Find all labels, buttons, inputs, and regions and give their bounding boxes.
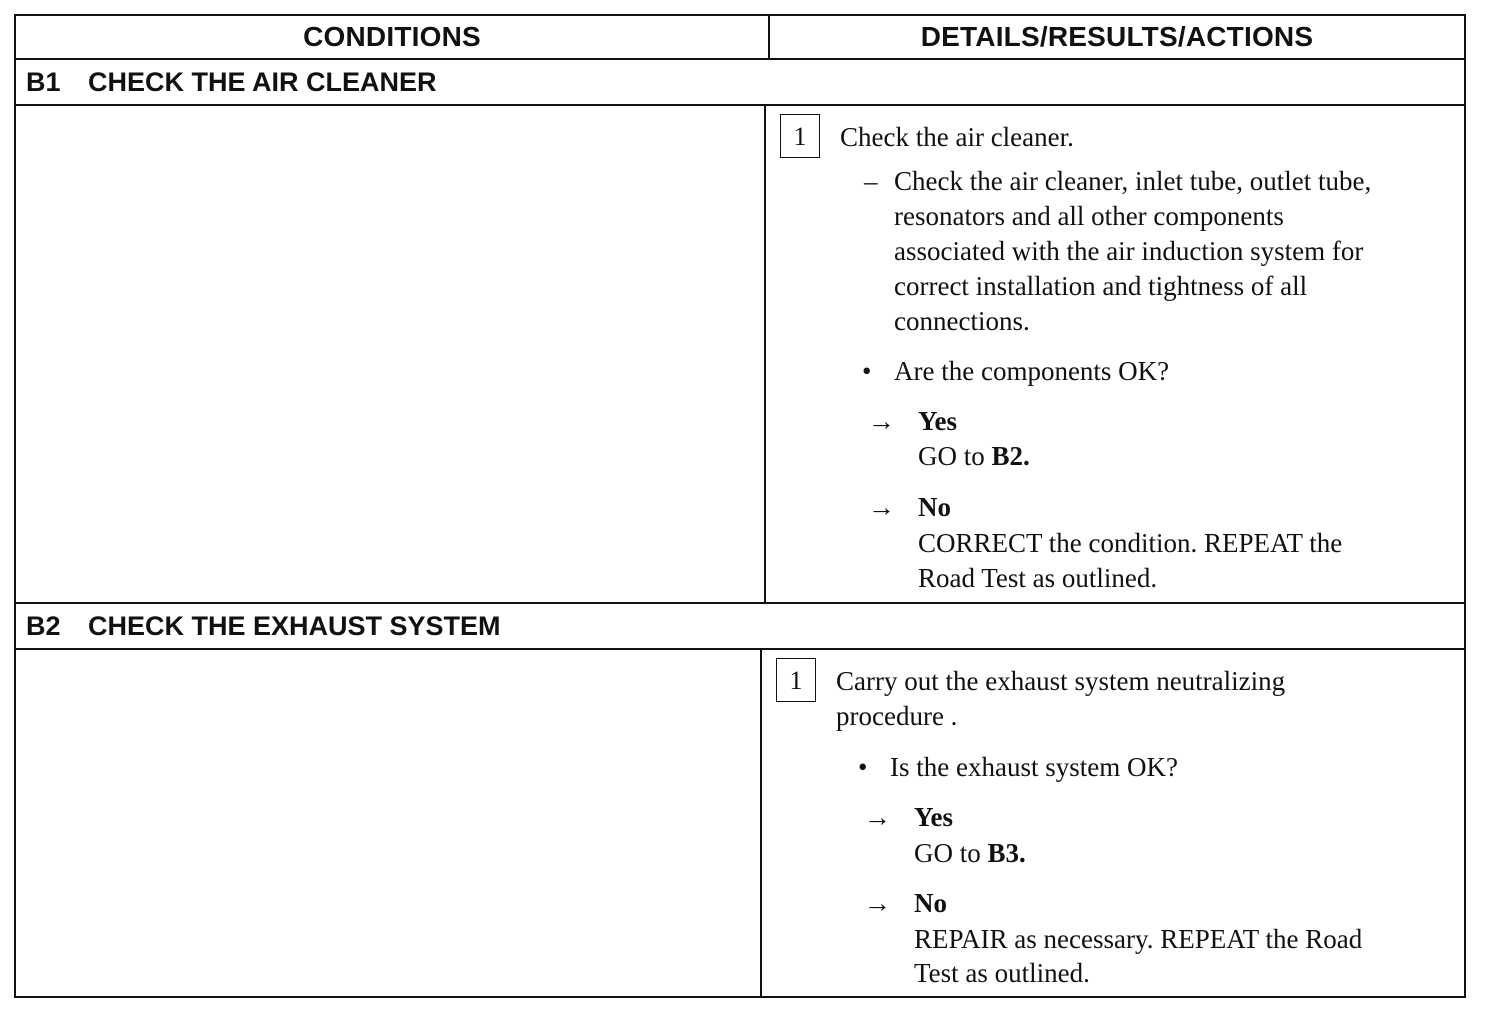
arrow-right-icon: → (868, 406, 895, 436)
step-b2-yes-label: Yes (914, 802, 953, 832)
step-b1-title-row (16, 60, 1464, 106)
arrow-right-icon: → (868, 492, 895, 522)
bullet-icon: • (858, 752, 868, 782)
step-b1-no-action-line: Road Test as outlined. (918, 563, 1158, 593)
step-b2-instruction-line: Carry out the exhaust system neutralizing (836, 666, 1286, 696)
step-b2-no-action-line: REPAIR as necessary. REPEAT the Road (914, 924, 1363, 954)
step-b1-number-box: 1 (780, 114, 820, 158)
step-b2-number-box: 1 (776, 658, 816, 702)
step-b2-body (16, 650, 1464, 996)
step-b1-instruction: Check the air cleaner. (840, 122, 1074, 152)
step-b2-yes-action (914, 836, 1026, 871)
step-b1-no-label: No (918, 492, 951, 522)
step-b2-no-label: No (914, 888, 947, 918)
step-b2-question: Is the exhaust system OK? (890, 752, 1178, 782)
arrow-right-icon: → (864, 802, 891, 832)
step-b2-yes-prefix: GO to (914, 838, 988, 868)
step-b1-dash-line: correct installation and tightness of all (894, 271, 1308, 301)
table-header (16, 16, 1464, 60)
step-b1-no-action-line: CORRECT the condition. REPEAT the (918, 528, 1343, 558)
bullet-icon: • (862, 356, 872, 386)
step-b2-conditions-cell (16, 650, 762, 996)
conditions-heading: CONDITIONS (16, 16, 770, 58)
step-b1-dash-line: associated with the air induction system for (894, 236, 1364, 266)
step-b2-instruction-line: procedure . (836, 701, 958, 731)
step-b1-dash-line: connections. (894, 306, 1030, 336)
arrow-right-icon: → (864, 888, 891, 918)
step-b1-question: Are the components OK? (894, 356, 1170, 386)
step-b1-yes-target: B2. (991, 441, 1030, 471)
step-b1-yes-label: Yes (918, 406, 957, 436)
diagnostic-table (14, 14, 1466, 998)
dash-icon: – (864, 166, 878, 196)
step-b1-yes-prefix: GO to (918, 441, 992, 471)
step-b2-title: CHECK THE EXHAUST SYSTEM (88, 610, 501, 641)
step-b2-actions-cell (762, 650, 1464, 996)
step-b1-dash-line: Check the air cleaner, inlet tube, outlet tube, (894, 166, 1372, 196)
step-b1-conditions-cell (16, 106, 766, 602)
step-b1-title: CHECK THE AIR CLEANER (88, 66, 437, 97)
step-b2-title-row (16, 604, 1464, 650)
step-b1-yes-action (918, 439, 1030, 474)
step-b2-no-action-line: Test as outlined. (914, 958, 1090, 988)
step-b1-actions-cell (766, 106, 1464, 602)
step-b2-code: B2 (26, 610, 61, 641)
step-b1-code: B1 (26, 66, 61, 97)
step-b1-dash-line: resonators and all other components (894, 201, 1284, 231)
step-b2-yes-target: B3. (987, 838, 1026, 868)
details-heading: DETAILS/RESULTS/ACTIONS (920, 21, 1314, 52)
step-b1-body (16, 106, 1464, 604)
